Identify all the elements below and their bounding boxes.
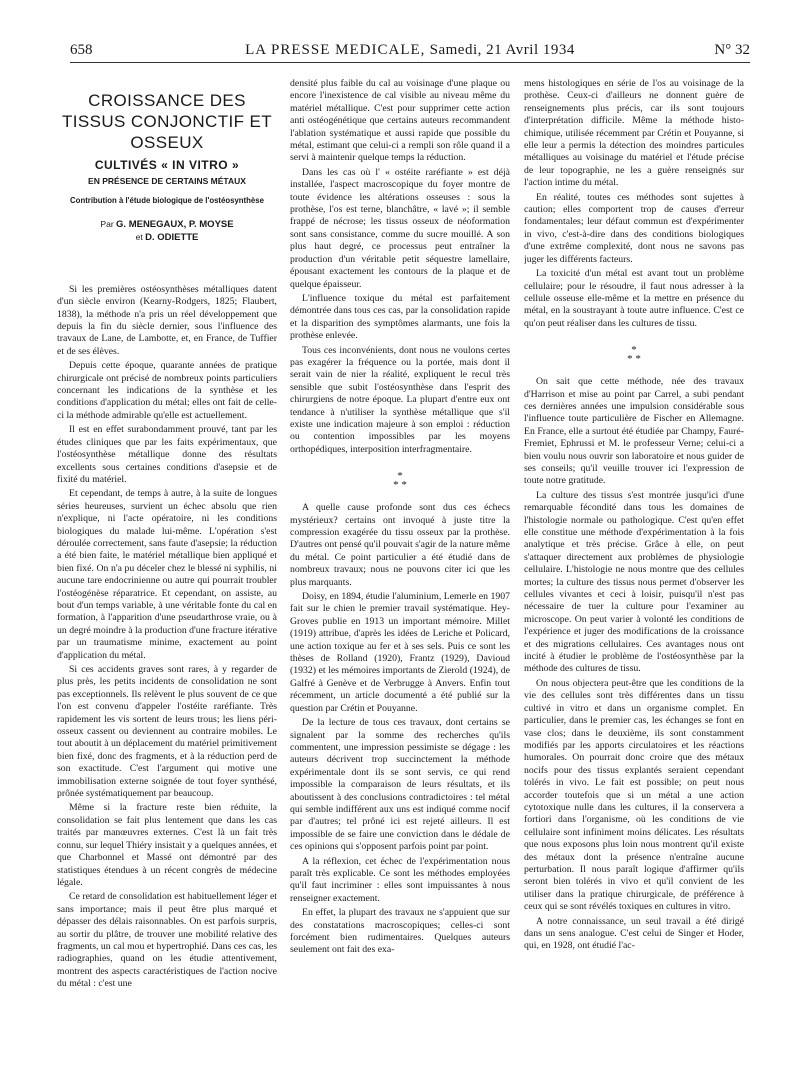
- page-number: 658: [70, 42, 93, 58]
- paragraph: A quelle cause profonde sont dus ces échecs mystérieux? certains ont invoqué à juste titre la compression exagérée du tissu osseux par la prothèse. D'autres ont pensé qu'il pouvait s'agir de la nature même du métal. Ce point particulier a été étudié dans de nombreux travaux; nous ne pouvons citer ici que les plus marquants.: [290, 502, 510, 588]
- paragraph: Même si la fracture reste bien réduite, la consolidation se fait plus lentement que dans les cas traités par manœuvres externes. C'est là un fait très connu, sur lequel Thiéry insistait y a quelques années, et que Charbonnel et Massé ont démontré par des statistiques étendues à un récent congrès de médecine légale.: [57, 802, 277, 888]
- col3-body: [524, 78, 744, 330]
- paragraph: En effet, la plupart des travaux ne s'appuient que sur des constatations macroscopiques; celles-ci sont forcément bien rudimentaires. Quelques auteurs seulement ont fait des exa-: [290, 907, 510, 956]
- paragraph: Il est en effet surabondamment prouvé, tant par les études cliniques que par les faits expérimentaux, que l'ostéosynthèse métallique donne des résultats excellents sous certaines conditions d'asepsie et de fixité du matériel.: [57, 424, 277, 485]
- column-2: [290, 78, 510, 1074]
- article-subtitle-3: Contribution à l'étude biologique de l'ostéosynthèse: [70, 195, 264, 205]
- paragraph: La toxicité d'un métal est avant tout un problème cellulaire; pour le résoudre, il faut nous adresser à la cellule osseuse elle-même et la mettre en présence du métal, en la soustrayant à toute autre influence. C'est ce qu'on peut réaliser dans les cultures de tissu.: [524, 268, 744, 329]
- col3-body-b: [524, 376, 744, 953]
- paragraph: Depuis cette époque, quarante années de pratique chirurgicale ont précisé de nombreux points particuliers concernant les indications de la synthèse et les conditions d'application du métal; elles ont fait de celle-ci la méthode admirable qu'elle est actuellement.: [57, 360, 277, 421]
- paragraph: Ce retard de consolidation est habituellement léger et sans importance; mais il peut être plus marqué et dépasser des délais raisonnables. On est parfois surpris, au sortir du plâtre, de trouver une mobilité relative des fragments, un cal mou et hypertrophié. Dans ces cas, les radiographies, quand on les étudie attentivement, montrent des aspects caractéristiques de l'action nocive du métal : c'est une: [57, 891, 277, 990]
- section-separator-2: * * *: [627, 344, 641, 366]
- authors-and: et: [135, 231, 143, 242]
- article-heading: [57, 90, 277, 244]
- paragraph: Dans les cas où l' « ostéite raréfiante » est déjà installée, l'aspect macroscopique du foyer montre de toute évidence les altérations osseuses : sous la prothèse, l'os est terne, blanchâtre, « lavé »; il semble frappé de nécrose; les tissus osseux de néoformation sont sans consistance, comme du sucre mouillé. A son plus haut degré, ce processus peut entraîner la production d'un véritable petit séquestre lamellaire, épousant exactement les contours de la plaque et de quelque épaisseur.: [290, 166, 510, 290]
- paragraph: De la lecture de tous ces travaux, dont certains se signalent par la somme des recherches qu'ils commentent, une impression pessimiste se dégage : les auteurs décrivent trop succinctement la méthode expérimentale dont ils se sont servis, ce qui rend impossible la comparaison de leurs résultats, et ils aboutissent à des conclusions contradictoires : tel métal qui semble indifférent aux uns est indiqué comme nocif par d'autres; tel prôné ici est rejeté ailleurs. Il est impossible de se faire une conviction dans le dédale de ces opinions qui s'opposent parfois point par point.: [290, 717, 510, 853]
- paragraph: Si les premières ostéosynthèses métalliques datent d'un siècle environ (Kearny-Rodgers, 1825; Flaubert, 1838), la méthode n'a pris un réel développement que depuis la fin du siècle dernier, sous l'influence des travaux de Lane, de Lambotte, et, en France, de Tuffier et de ses élèves.: [57, 283, 277, 357]
- article-authors: [57, 218, 277, 244]
- paragraph: Et cependant, de temps à autre, à la suite de longues séries heureuses, survient un échec absolu que rien n'explique, ni l'acte opératoire, ni les conditions biologiques du malade lui-même. L'opération s'est déroulée correctement, sans faute d'asepsie; la réduction a été bien faite, le matériel métallique bien appliqué et bien fixé. On n'a pu déceler chez le blessé ni syphilis, ni aucune tare endocrinienne ou autre qui pourrait troubler l'ostéogénèse réparatrice. Et cependant, on assiste, au bout d'un temps variable, à une véritable fonte du cal en formation, à l'apparition d'une pseudarthrose vraie, ou à un degré moindre à la production d'une fracture itérative par un traumatisme minime, exactement au point d'application du métal.: [57, 488, 277, 661]
- issue-number: N° 32: [714, 42, 750, 58]
- paragraph: Tous ces inconvénients, dont nous ne voulons certes pas exagérer la fréquence ou la portée, mais dont il serait vain de nier la réalité, expliquent le recul très sensible que subit l'ostéosynthèse dans l'esprit des chirurgiens de notre époque. La plupart d'entre eux ont tendance à n'utiliser la synthèse métallique que s'il existe une indication majeure à son emploi : réduction ou contention impossibles par les moyens orthopédiques, interposition interfragmentaire.: [290, 344, 510, 455]
- col2-body-b: [290, 502, 510, 957]
- journal-title: LA PRESSE MEDICALE,: [245, 42, 426, 58]
- column-1: [57, 78, 277, 1074]
- paragraph: A la réflexion, cet échec de l'expérimentation nous paraît très explicable. Ce sont les méthodes employées qu'il faut incriminer : elles sont impuissantes à nous renseigner exactement.: [290, 855, 510, 904]
- paragraph: A notre connaissance, un seul travail a été dirigé dans un sens analogue. C'est celui de Singer et Hoder, qui, en 1928, ont étudié l'ac-: [524, 915, 744, 952]
- article-subtitle-2: EN PRÉSENCE DE CERTAINS MÉTAUX: [88, 176, 246, 187]
- paragraph: La culture des tissus s'est montrée jusqu'ici d'une remarquable fécondité dans tous les domaines de l'histologie normale ou pathologique. C'est qu'en effet elle constitue une méthode d'expérimentation à la fois analytique et très précise. Grâce à elle, on peut s'attaquer directement aux problèmes de physiologie cellulaire. L'histologie ne nous montre que des cellules mortes; la culture des tissus nous permet d'observer les cellules vivantes et ceci à loisir, puisqu'il n'est pas nécessaire de tuer la culture pour l'examiner au microscope. On peut varier à volonté les conditions de l'expérience et juger des modifications de la croissance et des migrations cellulaires. Ces avantages nous ont incité à étudier le problème de l'ostéosynthèse par la méthode des cultures de tissu.: [524, 489, 744, 675]
- col1-body: [57, 284, 277, 991]
- paragraph: L'influence toxique du métal est parfaitement démontrée dans tous ces cas, par la consolidation rapide et la disparition des symptômes alarmants, une fois la prothèse enlevée.: [290, 292, 510, 342]
- paragraph: On sait que cette méthode, née des travaux d'Harrison et mise au point par Carrel, a subi pendant ces dernières années une impulsion considérable sous l'influence toute particulière de Fischer en Allemagne. En France, elle a surtout été étudiée par Champy, Fauré-Fremiet, Ephrussi et M. le professeur Verne; celui-ci a bien voulu nous ouvrir son laboratoire et nous guider de ses conseils; qu'il veuille trouver ici l'expression de toute notre gratitude.: [524, 376, 744, 487]
- article-subtitle: CULTIVÉS « IN VITRO »: [94, 158, 240, 172]
- section-separator: * * *: [393, 470, 407, 492]
- paragraph: On nous objectera peut-être que les conditions de la vie des cellules sont très différentes dans un tissu cultivé in vitro et dans un organisme complet. En particulier, dans le premier cas, les échanges se font en vase clos; dans le deuxième, ils sont constamment modifiés par les apports circulatoires et les réactions humorales. On pourrait donc croire que des métaux nocifs pour des tissus explantés seraient cependant tolérés in vivo. Le fait est possible; on peut nous accorder toutefois que si un métal a une action cytotoxique nulle dans les cultures, il la conservera a fortiori dans l'organisme, où les conditions de vie cellulaire sont infiniment moins délicates. Les résultats que nous exposons plus loin nous montrent qu'il existe des métaux dont la présence n'entraîne aucune perturbation. Il nous paraît logique d'affirmer qu'ils seront bien tolérés in vivo et qu'il convient de les utiliser dans la pratique chirurgicale, de préférence à ceux qui se sont révélés toxiques en cultures in vitro.: [524, 677, 744, 913]
- paragraph: densité plus faible du cal au voisinage d'une plaque ou encore l'inexistence de cal visible au niveau même du matériel métallique. C'est pour supprimer cette action anti ostéogénétique que certains auteurs recommandent l'ablation systématique et aussi rapide que possible du métal, estimant que celui-ci a rempli son rôle quand il a servi à maintenir quelque temps la réduction.: [290, 78, 510, 164]
- paragraph: Doisy, en 1894, étudie l'aluminium, Lemerle en 1907 fait sur le chien le premier travail systématique. Hey-Groves publie en 1913 un important mémoire. Millet (1919) attribue, d'après les idées de Leriche et Policard, une action toxique au fer et à ses sels. Puis ce sont les thèses de Rolland (1920), Frantz (1929), Davioud (1932) et les mémoires importants de Zierold (1924), de Galfré à Genève et de Verbrugge à Anvers. Enfin tout récemment, un article documenté a été publié sur la question par Crétin et Pouyanne.: [290, 591, 510, 714]
- paragraph: mens histologiques en série de l'os au voisinage de la prothèse. Ceux-ci d'ailleurs ne donnent guère de renseignements plus précis, car ils sont toujours d'interprétation difficile. Même la méthode histo-chimique, utilisée récemment par Crétin et Pouyanne, si elle leur a permis la détection des moindres particules métalliques au voisinage du matériel et l'étude précise de leur topographie, ne les a guère renseignés sur l'action intime du métal.: [524, 78, 744, 189]
- authors-names: G. MENEGAUX, P. MOYSE: [116, 218, 234, 230]
- paragraph: Si ces accidents graves sont rares, à y regarder de plus près, les petits incidents de consolidation ne sont pas exceptionnels. Ils relèvent le plus souvent de ce que l'on est convenu d'appeler l'ostéite raréfiante. Très rapidement les vis sortent de leurs trous; les liens péri-osseux cassent ou deviennent au contraire mobiles. Le tout aboutit à un déplacement du matériel primitivement bien fixé, donc des fragments, et à la réduction perd de son exactitude. C'est l'argument qui motive une immobilisation externe soignée de tout foyer synthésé, prônée systématiquement par beaucoup.: [57, 664, 277, 800]
- page-header: [70, 42, 750, 63]
- issue-date: Samedi, 21 Avril 1934: [429, 42, 575, 58]
- author-last: D. ODIETTE: [145, 231, 199, 243]
- article-title: CROISSANCE DES TISSUS CONJONCTIF ET OSSEUX: [61, 91, 273, 152]
- journal-masthead: [70, 42, 750, 59]
- column-3: [524, 78, 744, 1074]
- paragraph: En réalité, toutes ces méthodes sont sujettes à caution; elles comportent trop de causes d'erreur fondamentales; leur défaut commun est d'expérimenter in vivo, c'est-à-dire dans des conditions biologiques d'une extrême complexité, dont nous ne savons pas juger les différents facteurs.: [524, 191, 744, 265]
- authors-prefix: Par: [100, 218, 114, 229]
- col2-body: [290, 78, 510, 456]
